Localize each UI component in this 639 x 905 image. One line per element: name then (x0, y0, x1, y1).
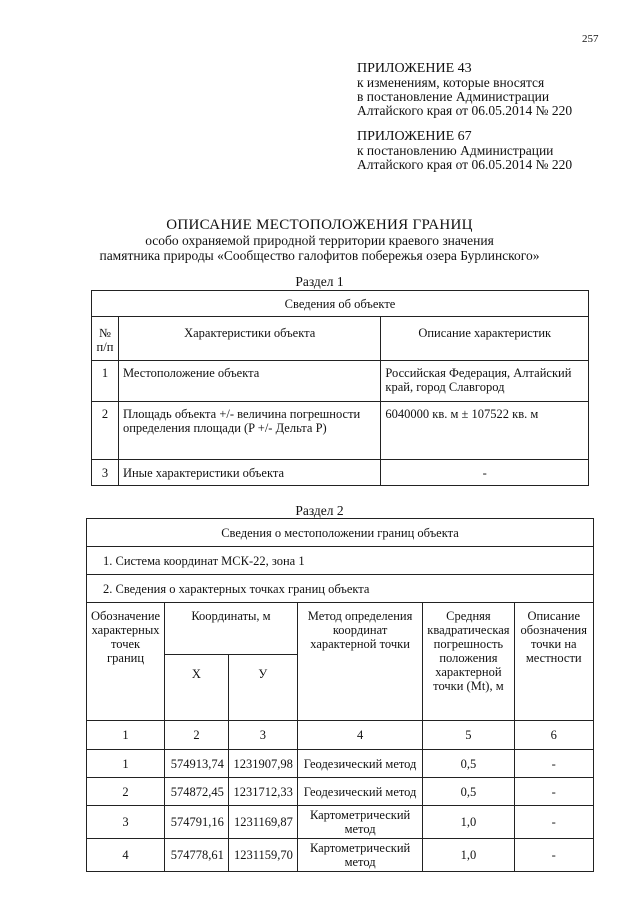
point-desc: - (514, 778, 593, 806)
point-method: Геодезический метод (297, 750, 422, 778)
col-number: 5 (423, 721, 514, 750)
point-error: 0,5 (423, 778, 514, 806)
row-char: Местоположение объекта (118, 361, 380, 402)
page-number: 257 (582, 33, 599, 45)
annex-43-line: Алтайского края от 06.05.2014 № 220 (357, 103, 573, 118)
col-desc-header: Описание обозначения точки на местности (514, 603, 593, 721)
annex-43-heading: ПРИЛОЖЕНИЕ 43 (357, 61, 472, 76)
row-num: 1 (92, 361, 119, 402)
point-method: Картометрический метод (297, 806, 422, 839)
point-desc: - (514, 806, 593, 839)
table-row (92, 460, 589, 486)
annex-43-block (357, 62, 572, 118)
point-error: 0,5 (423, 750, 514, 778)
col-number: 4 (297, 721, 422, 750)
row-char: Площадь объекта +/- величина погрешности определения площади (P +/- Дельта P) (118, 402, 380, 460)
table-header: Сведения о местоположении границ объекта (87, 519, 594, 547)
col-x-header: X (165, 655, 229, 721)
table-row (87, 778, 594, 806)
table-row (92, 361, 589, 402)
point-id: 1 (87, 750, 165, 778)
col-y-header: У (228, 655, 297, 721)
col-method-header: Метод определения координат характерной точки (297, 603, 422, 721)
point-x: 574778,61 (165, 839, 229, 872)
table-row (87, 839, 594, 872)
table-row (87, 806, 594, 839)
point-method: Геодезический метод (297, 778, 422, 806)
annex-43-line: к изменениям, которые вносятся (357, 75, 545, 90)
col-error-header: Средняя квадратическая погрешность положения характерной точки (Mt), м (423, 603, 514, 721)
point-error: 1,0 (423, 839, 514, 872)
point-error: 1,0 (423, 806, 514, 839)
point-y: 1231712,33 (228, 778, 297, 806)
title-line2: особо охраняемой природной территории краевого значения (145, 233, 494, 248)
annex-67-heading: ПРИЛОЖЕНИЕ 67 (357, 129, 472, 144)
point-desc: - (514, 750, 593, 778)
row-desc: - (381, 460, 589, 486)
col-number: 3 (228, 721, 297, 750)
points-subtitle: 2. Сведения о характерных точках границ объекта (87, 575, 594, 603)
point-x: 574913,74 (165, 750, 229, 778)
point-id: 3 (87, 806, 165, 839)
point-id: 2 (87, 778, 165, 806)
title-line3: памятника природы «Сообщество галофитов побережья озера Бурлинского» (99, 248, 540, 263)
section1-label: Раздел 1 (295, 274, 344, 289)
object-info-table (91, 290, 589, 486)
annex-67-line: Алтайского края от 06.05.2014 № 220 (357, 157, 573, 172)
col-designation-header: Обозначение характерных точек границ (87, 603, 165, 721)
row-num: 3 (92, 460, 119, 486)
table-header: Сведения об объекте (92, 291, 589, 317)
point-y: 1231169,87 (228, 806, 297, 839)
col-num-header: № п/п (92, 317, 119, 361)
table-row (87, 750, 594, 778)
annex-67-line: к постановлению Администрации (357, 143, 554, 158)
row-desc: 6040000 кв. м ± 107522 кв. м (381, 402, 589, 460)
point-desc: - (514, 839, 593, 872)
annex-43-line: в постановление Администрации (357, 89, 550, 104)
col-char-header: Характеристики объекта (118, 317, 380, 361)
coordinate-system: 1. Система координат МСК-22, зона 1 (87, 547, 594, 575)
col-number: 1 (87, 721, 165, 750)
section2-label: Раздел 2 (295, 503, 344, 518)
row-num: 2 (92, 402, 119, 460)
annex-67-block (357, 130, 572, 172)
point-x: 574791,16 (165, 806, 229, 839)
point-x: 574872,45 (165, 778, 229, 806)
column-numbers-row (87, 721, 594, 750)
boundary-points-table (86, 518, 594, 872)
title-main: ОПИСАНИЕ МЕСТОПОЛОЖЕНИЯ ГРАНИЦ (166, 217, 473, 233)
col-number: 6 (514, 721, 593, 750)
table-row (92, 402, 589, 460)
col-desc-header: Описание характеристик (381, 317, 589, 361)
point-id: 4 (87, 839, 165, 872)
row-desc: Российская Федерация, Алтайский край, город Славгород (381, 361, 589, 402)
document-title (0, 218, 639, 263)
point-method: Картометрический метод (297, 839, 422, 872)
col-number: 2 (165, 721, 229, 750)
point-y: 1231159,70 (228, 839, 297, 872)
point-y: 1231907,98 (228, 750, 297, 778)
col-coords-header: Координаты, м (165, 603, 298, 655)
row-char: Иные характеристики объекта (118, 460, 380, 486)
